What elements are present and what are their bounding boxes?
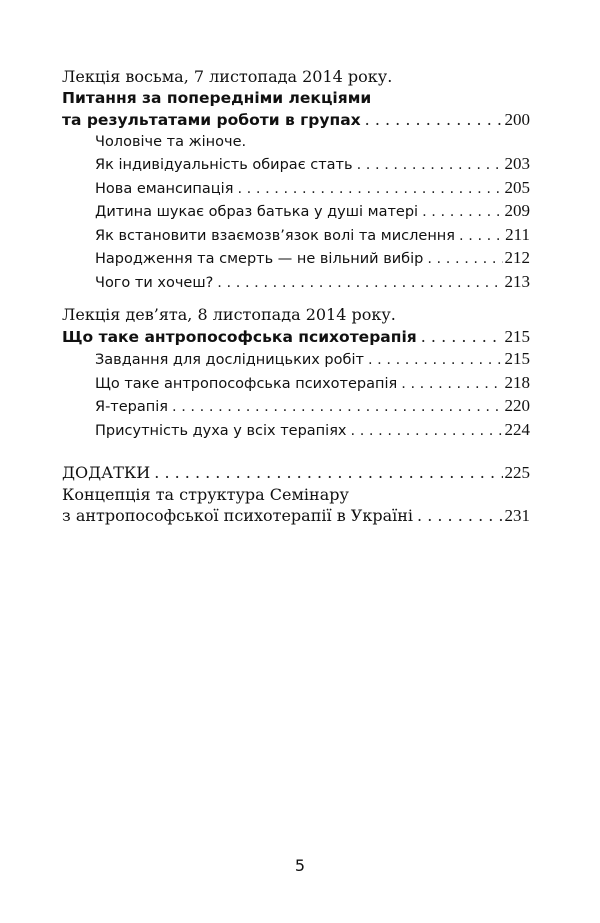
lecture-8-title-line-1: Питання за попередніми лекціями (62, 88, 372, 107)
concept-line-2: з антропософської психотерапії в Україні (62, 506, 414, 525)
page-ref: 224 (504, 419, 530, 439)
page-ref: 231 (504, 506, 530, 525)
lecture-9-title: Що таке антропософська психотерапія (62, 327, 417, 346)
lecture-9-heading: Лекція дев’ята, 8 листопада 2014 року. (62, 305, 396, 324)
appendix-entry[interactable] (62, 462, 530, 484)
toc-entry-label: Чого ти хочеш? (95, 274, 214, 291)
dot-leader (172, 397, 503, 419)
toc-entry[interactable] (62, 395, 530, 419)
page-ref: 215 (504, 349, 530, 368)
toc-entry-label: Я-терапія (95, 399, 168, 415)
dot-leader (422, 202, 502, 224)
dot-leader (368, 350, 503, 372)
page-ref: 225 (504, 463, 530, 482)
toc-entry[interactable] (62, 419, 530, 443)
lecture-9-title-entry[interactable] (62, 326, 530, 349)
page-ref: 212 (504, 248, 530, 267)
toc-entry-label: Що таке антропософська психотерапія (95, 375, 398, 392)
page-ref: 220 (504, 396, 530, 415)
page-number: 5 (294, 856, 306, 875)
page-ref: 205 (504, 177, 530, 197)
page-ref: 215 (504, 326, 530, 346)
toc-entry[interactable] (62, 153, 530, 177)
toc-entry-label: Нова емансипація (95, 180, 234, 197)
lecture-8-heading: Лекція восьма, 7 листопада 2014 року. (62, 67, 393, 86)
dot-leader (217, 273, 502, 295)
concept-entry[interactable] (62, 505, 530, 527)
toc-entry[interactable] (62, 177, 530, 201)
page-ref: 213 (504, 271, 530, 291)
toc-entry[interactable] (62, 372, 530, 396)
concept-line-1: Концепція та структура Семінару (62, 484, 349, 504)
toc-entry-label: Народження та смерть — не вільний вибір (95, 251, 424, 267)
toc-entry[interactable] (62, 247, 530, 271)
lecture-8-title-line-2: та результатами роботи в групах (62, 111, 361, 129)
toc-entry-label: Як встановити взаємозв’язок волі та мислення (95, 227, 456, 244)
dot-leader (417, 505, 502, 527)
dot-leader (357, 155, 503, 177)
dot-leader (421, 326, 503, 348)
page-ref: 200 (504, 110, 530, 129)
toc-entry[interactable] (62, 132, 530, 154)
dot-leader (154, 462, 502, 484)
toc-entry-label: Чоловіче та жіноче. (95, 133, 247, 150)
appendix-label: ДОДАТКИ (62, 463, 151, 482)
toc-entry-label: Дитина шукає образ батька у душі матері (95, 204, 419, 220)
page-ref: 218 (504, 372, 530, 392)
dot-leader (365, 109, 503, 131)
toc-entry-label: Присутність духа у всіх терапіях (95, 422, 347, 439)
toc-entry[interactable] (62, 348, 530, 372)
toc-entry[interactable] (62, 200, 530, 224)
page-ref: 209 (504, 201, 530, 220)
lecture-8-title-entry[interactable] (62, 109, 530, 132)
toc-entry[interactable] (62, 224, 530, 248)
dot-leader (427, 249, 502, 271)
dot-leader (459, 226, 503, 248)
dot-leader (237, 179, 502, 201)
page-ref: 203 (504, 154, 530, 173)
toc-entry[interactable] (62, 271, 530, 295)
dot-leader (401, 374, 502, 396)
dot-leader (351, 421, 503, 443)
toc-entry-label: Завдання для дослідницьких робіт (95, 352, 364, 368)
toc-entry-label: Як індивідуальність обирає стать (95, 157, 353, 173)
page-ref: 211 (505, 224, 530, 244)
table-of-contents (62, 66, 530, 527)
